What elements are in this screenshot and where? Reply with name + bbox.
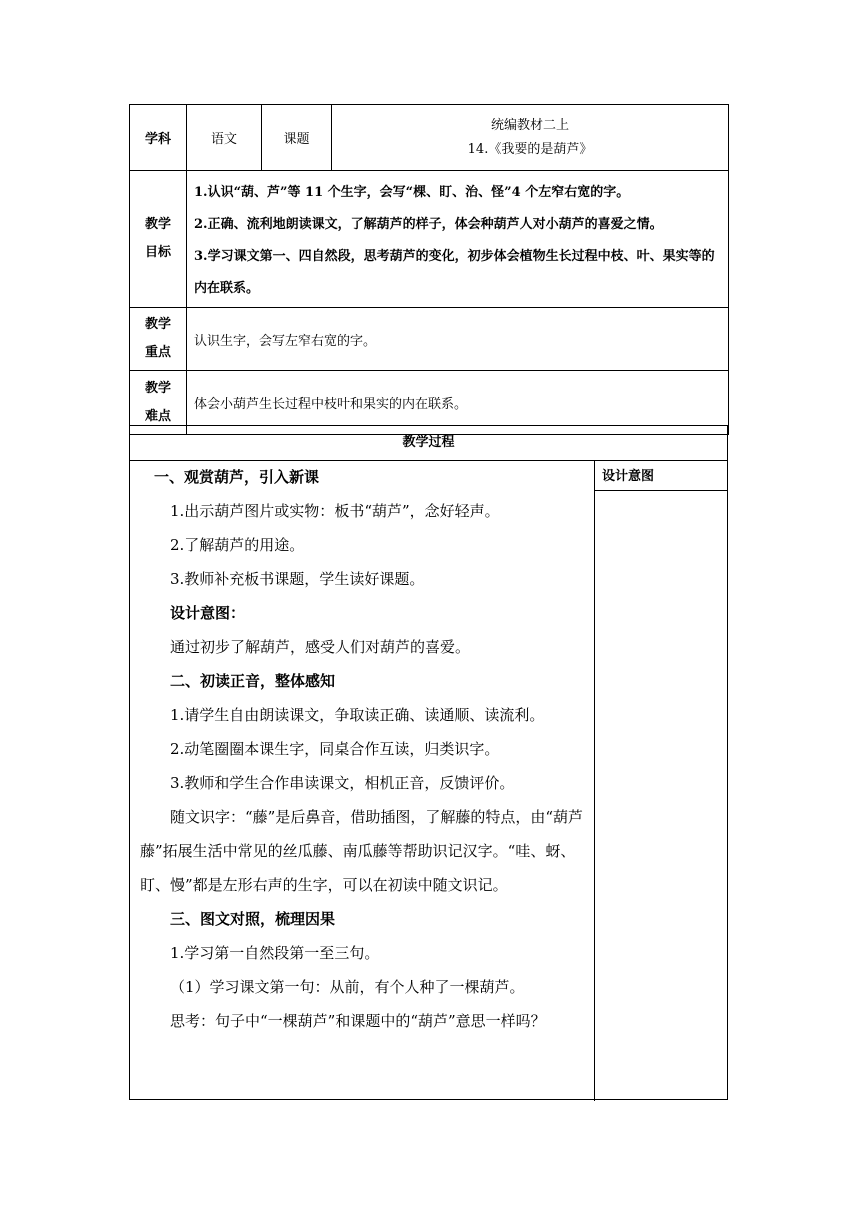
goal-item: 3.学习课文第一、四自然段，思考葫芦的变化，初步体会植物生长过程中枝、叶、果实等的内在联系。 [194,249,715,296]
step-item: 3.教师补充板书课题，学生读好课题。 [170,570,425,588]
topic-line-2: 14.《我要的是葫芦》 [467,141,593,157]
goals-label-line-1: 教学 [144,217,171,232]
goal-item: 2.正确、流利地朗读课文，了解葫芦的样子，体会种葫芦人对小葫芦的喜爱之情。 [194,217,663,232]
difficulty-label-line-1: 教学 [144,380,171,396]
thinking-question: 思考：句子中“一棵葫芦”和课题中的“葫芦”意思一样吗？ [170,1012,546,1030]
goals-label-line-2: 目标 [144,245,171,260]
goal-item: 1.认识“葫、芦”等 11 个生字，会写“棵、盯、治、怪”4 个左窄右宽的字。 [194,185,630,200]
difficulty-label-line-2: 难点 [144,408,171,424]
topic-label: 课题 [262,105,332,171]
topic-line-1: 统编教材二上 [490,117,569,133]
design-intent-label: 设计意图： [170,604,246,622]
literacy-paragraph: 随文识字：“藤”是后鼻音，借助插图，了解藤的特点，由“葫芦藤”拓展生活中常见的丝瓜藤、南瓜藤等帮助识记汉字。“哇、蚜、盯、慢”都是左形右声的生字，可以在初读中随文识记。 [140,808,584,894]
topic-value [332,105,729,171]
process-title: 教学过程 [130,426,727,461]
key-label-line-1: 教学 [144,317,171,332]
lesson-info-table [129,104,729,435]
sub-step-item: （1）学习课文第一句：从前，有个人种了一棵葫芦。 [170,978,525,996]
subject-row [130,105,729,171]
goals-label [130,171,187,308]
key-points-row [130,308,729,371]
goals-content [187,171,729,308]
key-points-text: 认识生字，会写左窄右宽的字。 [187,308,729,371]
step-item: 1.请学生自由朗读课文，争取读正确、读通顺、读流利。 [170,706,545,724]
column-divider [594,460,595,1101]
design-intent-text: 通过初步了解葫芦，感受人们对葫芦的喜爱。 [170,638,471,656]
step-item: 1.出示葫芦图片或实物：板书“葫芦”，念好轻声。 [170,502,500,520]
step-item: 2.了解葫芦的用途。 [170,536,305,554]
section-heading-2: 二、初读正音，整体感知 [170,672,336,690]
difficulty-text: 体会小葫芦生长过程中枝叶和果实的内在联系。 [187,371,729,435]
step-item: 3.教师和学生合作串读课文，相机正音，反馈评价。 [170,774,515,792]
teaching-process-section [129,425,728,1100]
section-heading-1: 一、观赏葫芦，引入新课 [154,468,320,486]
step-item: 1.学习第一自然段第一至三句。 [170,944,380,962]
step-item: 2.动笔圈圈本课生字，同桌合作互读，归类识字。 [170,740,500,758]
process-content [140,460,590,1038]
key-points-label [130,308,187,371]
key-label-line-2: 重点 [144,345,171,360]
design-intent-header: 设计意图 [595,460,728,491]
subject-value: 语文 [187,105,262,171]
subject-label: 学科 [130,105,187,171]
goals-row [130,171,729,308]
section-heading-3: 三、图文对照，梳理因果 [170,910,336,928]
